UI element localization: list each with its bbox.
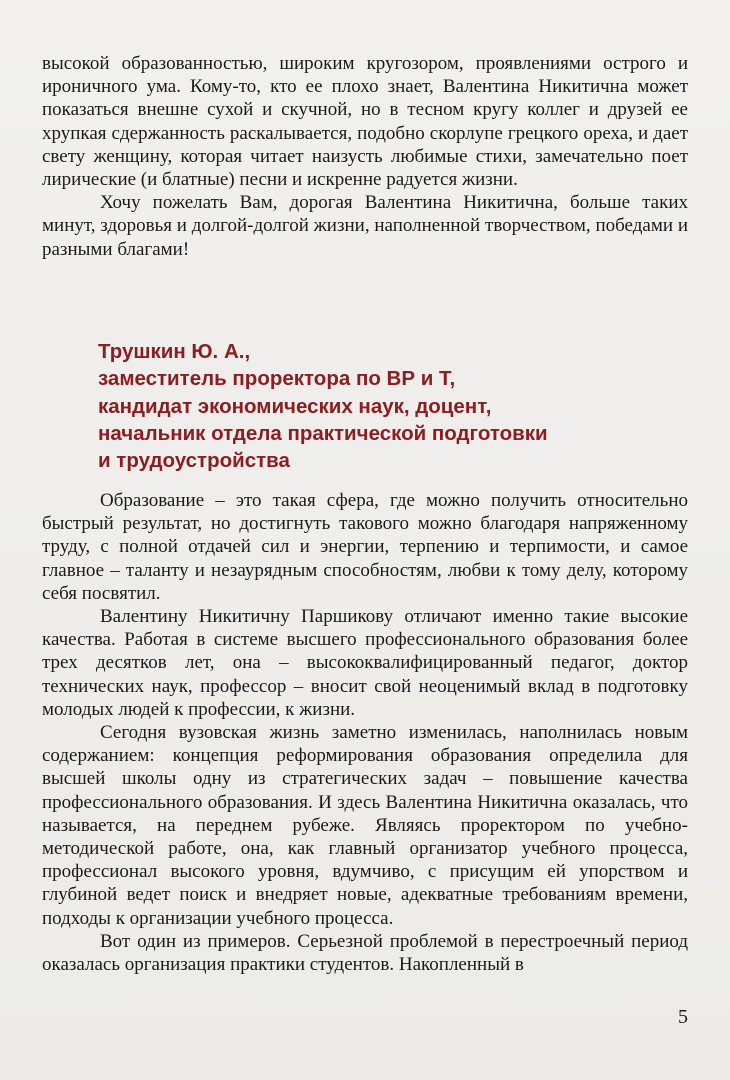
- intro-paragraph-2: Хочу пожелать Вам, дорогая Валентина Никитична, больше таких минут, здоровья и долгой-долгой жизни, наполненной творчеством, победами и разными благами!: [42, 192, 688, 260]
- author-heading: [98, 338, 688, 474]
- author-department: начальник отдела практической подготовки: [98, 421, 548, 445]
- body-paragraph-3: Сегодня вузовская жизнь заметно изменилась, наполнилась новым содержанием: концепция реформирования образования определила для высшей школы одну из стратегических задач – повышение качества профессионального образования. И здесь Валентина Никитична оказалась, что называется, на переднем рубеже. Являясь проректором по учебно-методической работе, она, как главный организатор учебного процесса, профессионал высокого уровня, вдумчиво, с присущим ей упорством и глубиной ведет поиск и внедряет новые, адекватные требованиям времени, подходы к организации учебного процесса.: [42, 722, 688, 929]
- author-position: заместитель проректора по ВР и Т,: [98, 367, 456, 391]
- body-text: [42, 489, 688, 976]
- intro-paragraph-1: высокой образованностью, широким кругозором, проявлениями острого и ироничного ума. Кому-то, кто ее плохо знает, Валентина Никитична может показаться внешне сухой и скучной, но в тесном кругу коллег и друзей ее хрупкая сдержанность раскалывается, подобно скорлупе грецкого ореха, и дает свету женщину, которая читает наизусть любимые стихи, замечательно поет лирические (и блатные) песни и искренне радуется жизни.: [42, 53, 688, 191]
- body-paragraph-1: Образование – это такая сфера, где можно получить относительно быстрый результат, но достигнуть такового можно благодаря напряженному труду, с полной отдачей сил и энергии, терпению и терпимости, и самое главное – таланту и незаурядным способностям, любви к тому делу, которому себя посвятил.: [42, 490, 688, 604]
- intro-text: [42, 52, 688, 261]
- author-department-cont: и трудоустройства: [98, 449, 290, 473]
- body-paragraph-4: Вот один из примеров. Серьезной проблемой в перестроечный период оказалась организация практики студентов. Накопленный в: [42, 930, 688, 976]
- body-paragraph-2: Валентину Никитичну Паршикову отличают именно такие высокие качества. Работая в системе высшего профессионального образования более трех десятков лет, она – высококвалифицированный педагог, доктор технических наук, профессор – вносит свой неоценимый вклад в подготовку молодых людей к профессии, к жизни.: [42, 606, 688, 720]
- author-degree: кандидат экономических наук, доцент,: [98, 394, 492, 418]
- page-number: 5: [678, 1006, 688, 1028]
- author-name: Трушкин Ю. А.,: [98, 340, 251, 363]
